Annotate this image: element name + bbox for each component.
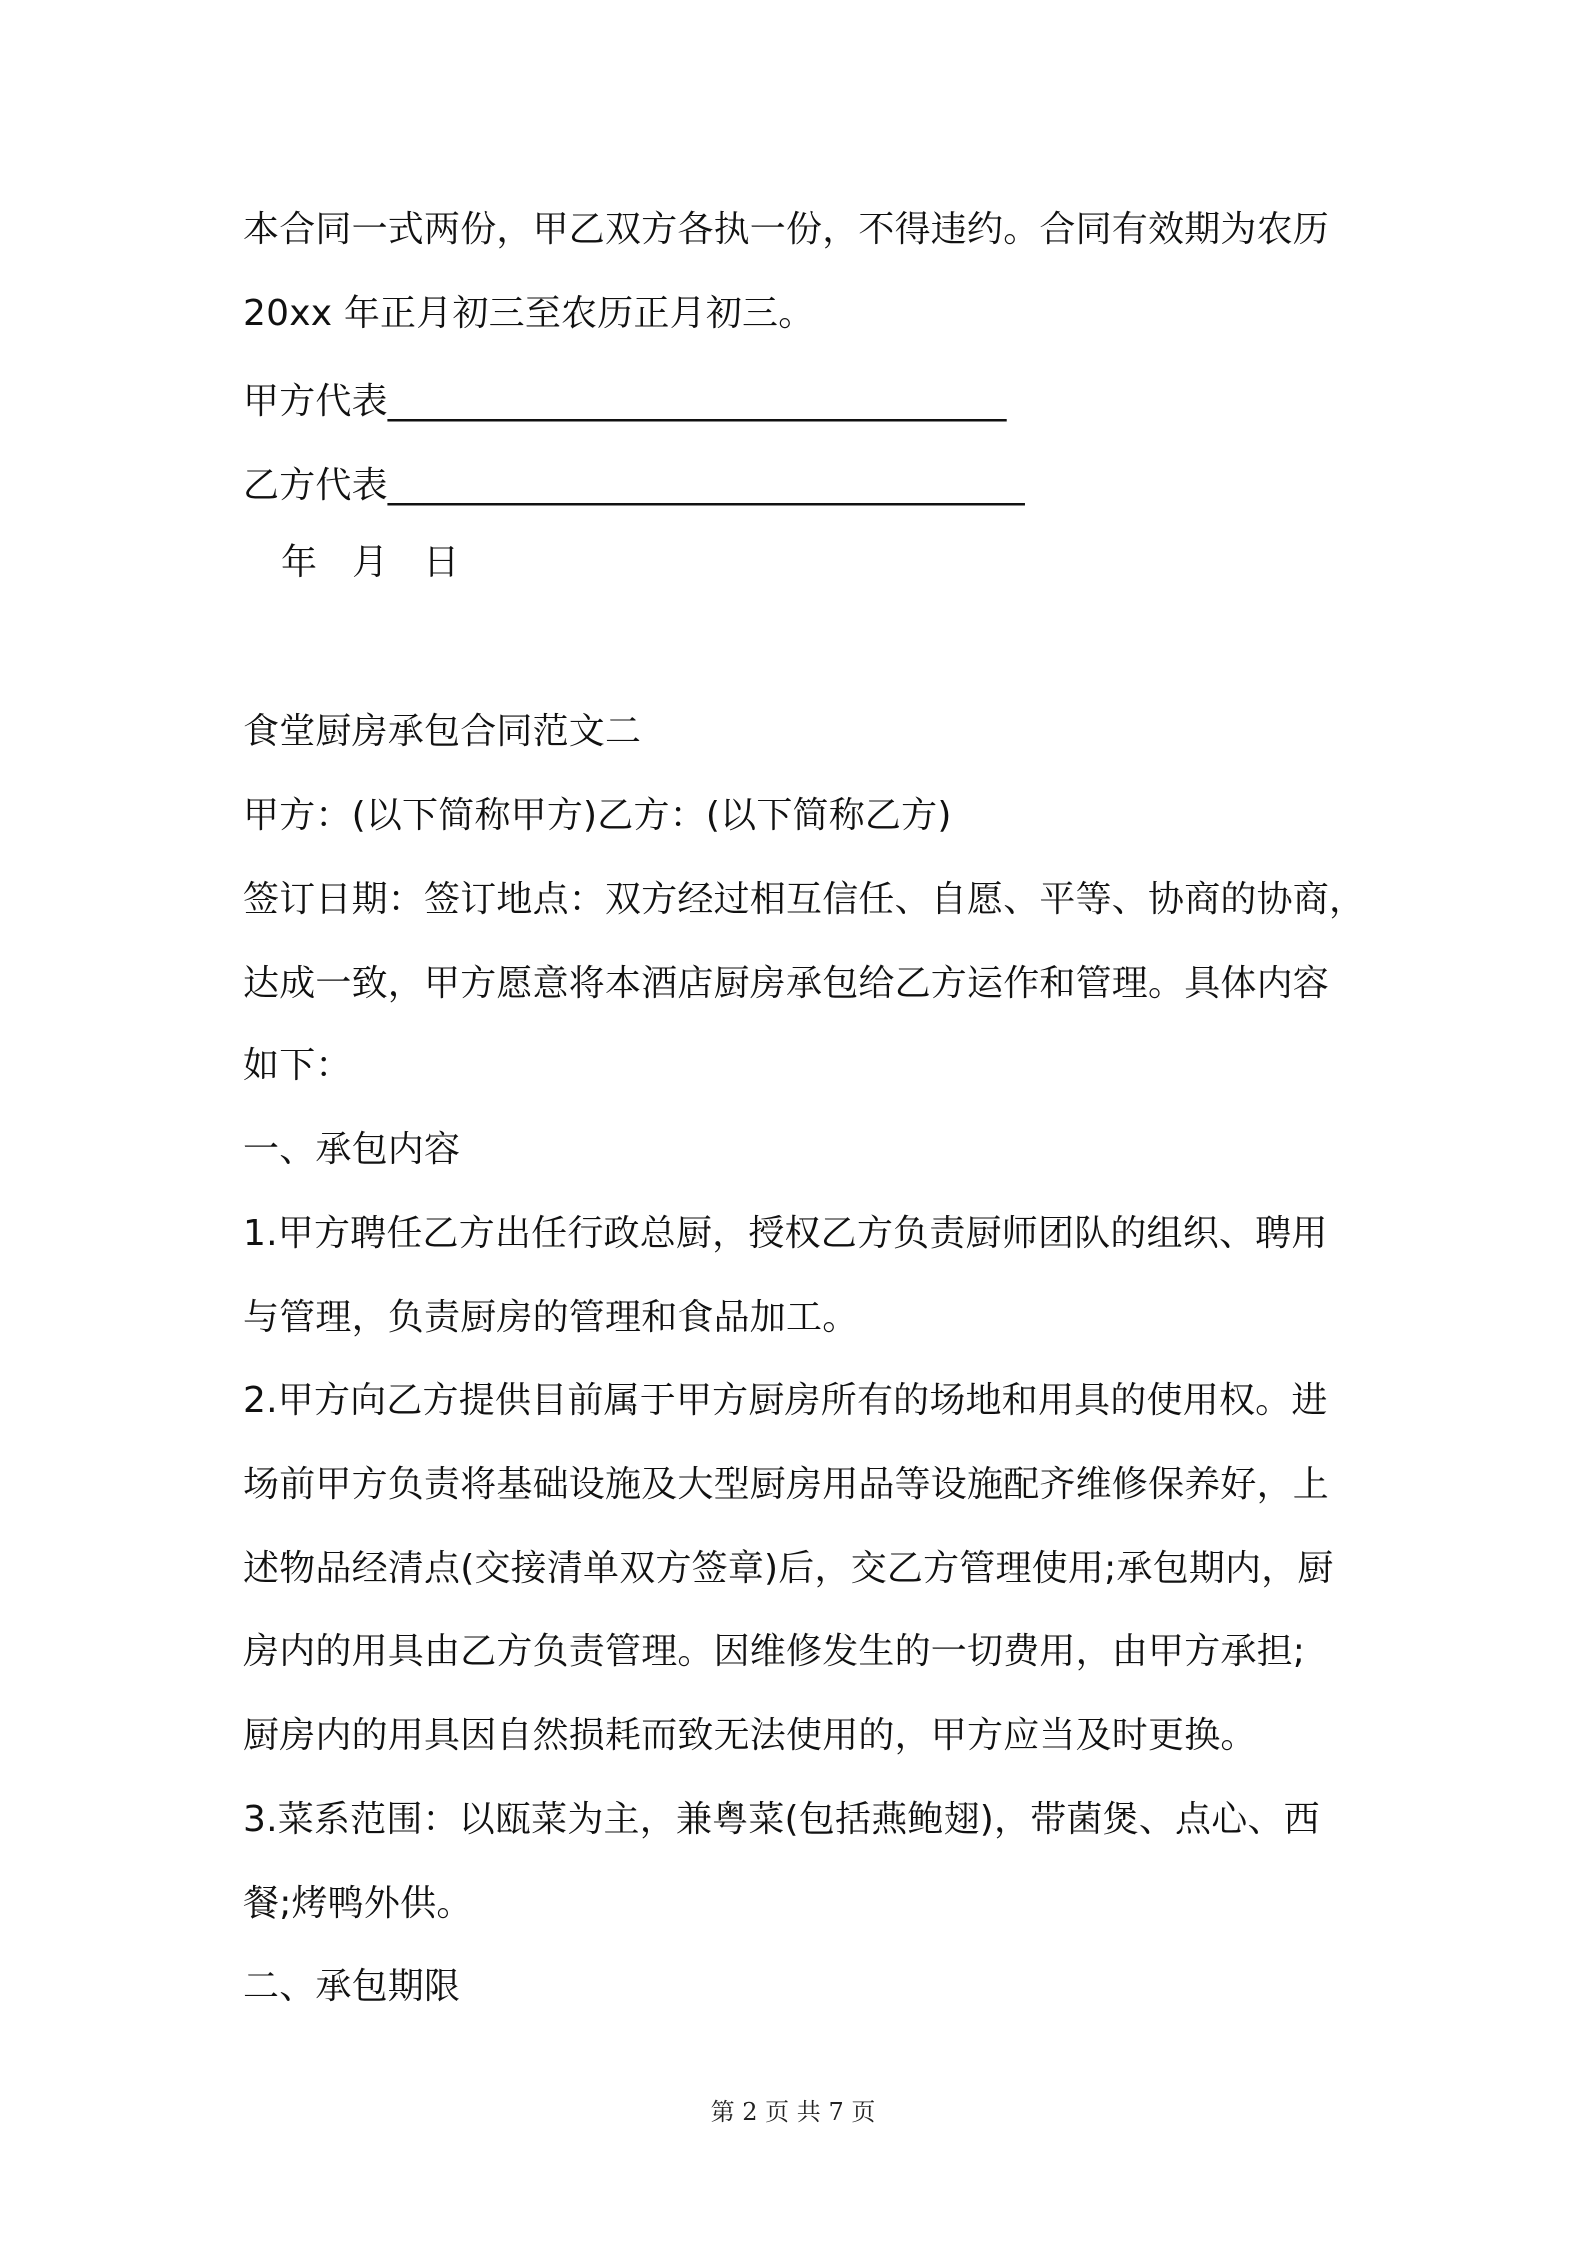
section-title: 食堂厨房承包合同范文二: [243, 711, 642, 752]
party-a-signature-line: 甲方代表__________________________________: [243, 381, 1007, 422]
text-line-14: 2.甲方向乙方提供目前属于甲方厨房所有的场地和用具的使用权。进: [243, 1380, 1328, 1421]
text-line-20: 餐;烤鸭外供。: [243, 1883, 473, 1924]
text-line-15: 场前甲方负责将基础设施及大型厨房用品等设施配齐维修保养好，上: [243, 1464, 1330, 1505]
text-line-17: 房内的用具由乙方负责管理。因维修发生的一切费用，由甲方承担;: [243, 1631, 1306, 1672]
text-line-8: 签订日期：签订地点：双方经过相互信任、自愿、平等、协商的协商，: [243, 879, 1366, 920]
text-line-9: 达成一致，甲方愿意将本酒店厨房承包给乙方运作和管理。具体内容: [243, 963, 1330, 1004]
date-line: 年 月 日: [281, 542, 460, 583]
text-line-16: 述物品经清点(交接清单双方签章)后，交乙方管理使用;承包期内，厨: [243, 1548, 1334, 1589]
text-line-18: 厨房内的用具因自然损耗而致无法使用的，甲方应当及时更换。: [243, 1715, 1257, 1756]
party-b-signature-line: 乙方代表___________________________________: [243, 465, 1025, 506]
text-line-13: 与管理，负责厨房的管理和食品加工。: [243, 1297, 859, 1338]
parties-line: 甲方：(以下简称甲方)乙方：(以下简称乙方): [243, 795, 952, 836]
text-line-19: 3.菜系范围：以瓯菜为主，兼粤菜(包括燕鲍翅)，带菌煲、点心、西: [243, 1799, 1320, 1840]
text-line-10: 如下：: [243, 1045, 352, 1086]
text-line-2: 20xx 年正月初三至农历正月初三。: [243, 293, 815, 334]
text-line-1: 本合同一式两份，甲乙双方各执一份，不得违约。合同有效期为农历: [243, 209, 1330, 250]
page-number-footer: 第 2 页 共 7 页: [710, 2098, 876, 2126]
text-line-12: 1.甲方聘任乙方出任行政总厨，授权乙方负责厨师团队的组织、聘用: [243, 1213, 1328, 1254]
heading-two: 二、承包期限: [243, 1966, 461, 2007]
heading-one: 一、承包内容: [243, 1129, 461, 1170]
